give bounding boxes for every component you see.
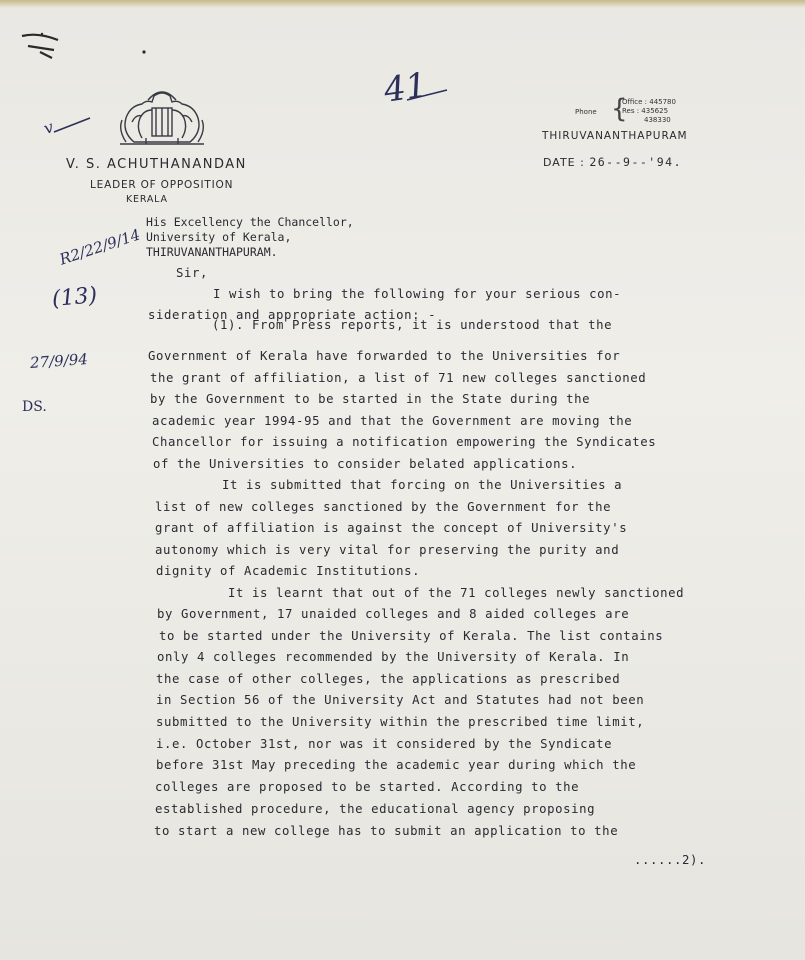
body-line: colleges are proposed to be started. According to the: [155, 780, 580, 794]
sender-name: V. S. ACHUTHANANDAN: [66, 157, 247, 172]
body-line: grant of affiliation is against the concept of University's: [155, 521, 628, 535]
date-value: 26--9--'94.: [589, 155, 682, 169]
addressee-line: THIRUVANANTHAPURAM.: [146, 245, 278, 259]
body-line: by Government, 17 unaided colleges and 8 aided colleges are: [157, 607, 630, 621]
body-line: submitted to the University within the prescribed time limit,: [156, 715, 645, 729]
body-line: to start a new college has to submit an application to the: [154, 824, 619, 838]
addressee-line: University of Kerala,: [146, 230, 292, 244]
phone-label: Phone: [575, 108, 597, 116]
body-line: in Section 56 of the University Act and Statutes had not been: [156, 693, 645, 707]
body-line: academic year 1994-95 and that the Government are moving the: [152, 414, 633, 428]
body-line: only 4 colleges recommended by the University of Kerala. In: [157, 650, 630, 664]
body-line: i.e. October 31st, nor was it considered by the Syndicate: [156, 737, 613, 751]
salutation: Sir,: [176, 266, 209, 280]
handwritten-initial: v: [41, 117, 57, 138]
body-line: by the Government to be started in the State during the: [150, 392, 591, 406]
date-label: DATE :: [543, 156, 585, 169]
body-line: to be started under the University of Kerala. The list contains: [159, 629, 664, 643]
phone-residence: Res : 435625: [622, 107, 669, 115]
body-line: Government of Kerala have forwarded to the Universities for: [148, 349, 621, 363]
sender-role: LEADER OF OPPOSITION: [90, 179, 234, 191]
body-line: autonomy which is very vital for preserving the purity and: [155, 543, 620, 557]
sender-city: THIRUVANANTHAPURAM: [542, 130, 688, 142]
handwritten-circled-mark: (13): [50, 283, 99, 312]
body-line: (1). From Press reports, it is understood that the: [212, 318, 613, 332]
body-line: It is submitted that forcing on the Universities a: [222, 478, 623, 492]
addressee-line: His Excellency the Chancellor,: [146, 215, 354, 229]
handwritten-ds: DS.: [22, 399, 47, 415]
body-line: dignity of Academic Institutions.: [156, 564, 421, 578]
phone-brace-icon: {: [611, 94, 628, 124]
sender-state: KERALA: [126, 194, 168, 205]
body-line: Chancellor for issuing a notification empowering the Syndicates: [152, 435, 657, 449]
phone-extra: 438330: [644, 116, 671, 124]
handwritten-date-2: 27/9/94: [29, 350, 89, 372]
body-line: the grant of affiliation, a list of 71 new colleges sanctioned: [150, 371, 647, 385]
body-line: established procedure, the educational agency proposing: [155, 802, 596, 816]
handwritten-number: 41: [381, 65, 430, 111]
body-line: the case of other colleges, the applications as prescribed: [156, 672, 621, 686]
body-line: before 31st May preceding the academic year during which the: [156, 758, 637, 772]
handwritten-date-1: R2/22/9/14: [57, 225, 143, 269]
body-line: I wish to bring the following for your serious con-: [213, 287, 622, 301]
body-line: It is learnt that out of the 71 colleges newly sanctioned: [228, 586, 685, 600]
body-line: sideration and appropriate action: -: [148, 308, 437, 322]
phone-office: Office : 445780: [622, 98, 676, 106]
body-line: of the Universities to consider belated applications.: [153, 457, 578, 471]
page-continuation: ......2).: [634, 853, 707, 867]
body-line: list of new colleges sanctioned by the Government for the: [155, 500, 612, 514]
